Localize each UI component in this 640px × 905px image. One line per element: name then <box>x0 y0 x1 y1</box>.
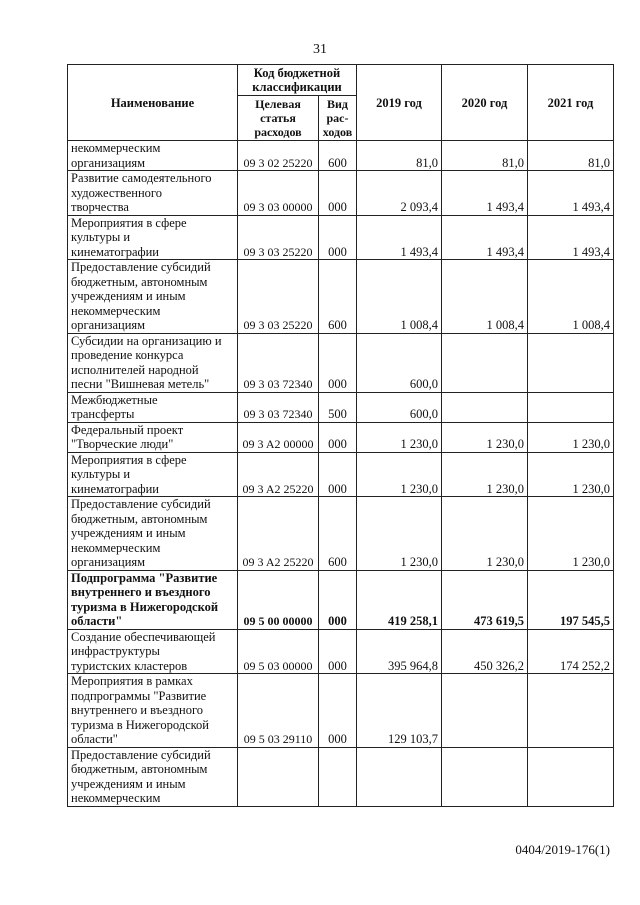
cell-expense-type: 000 <box>319 674 357 748</box>
cell-expense-type: 600 <box>319 260 357 334</box>
cell-expense-type: 000 <box>319 171 357 216</box>
table-row <box>68 260 614 334</box>
cell-2020: 450 326,2 <box>442 629 528 674</box>
cell-name: Подпрограмма "Развитие внутреннего и въездного туризма в Нижегородской области" <box>68 570 238 629</box>
header-budget-code: Код бюджетной классификации <box>238 65 357 96</box>
cell-name: Субсидии на организацию и проведение конкурса исполнителей народной песни "Вишневая метель" <box>68 333 238 392</box>
cell-expense-type: 000 <box>319 333 357 392</box>
cell-name: Межбюджетные трансферты <box>68 392 238 422</box>
cell-name: некоммерческим организациям <box>68 141 238 171</box>
cell-2019: 2 093,4 <box>357 171 442 216</box>
cell-2020: 1 008,4 <box>442 260 528 334</box>
budget-table <box>67 64 614 807</box>
table-row <box>68 452 614 497</box>
cell-name: Мероприятия в сфере культуры и кинематографии <box>68 452 238 497</box>
cell-expense-type: 600 <box>319 141 357 171</box>
table-row <box>68 674 614 748</box>
cell-expense-type: 000 <box>319 215 357 260</box>
cell-2019: 395 964,8 <box>357 629 442 674</box>
cell-2021: 1 230,0 <box>528 452 614 497</box>
cell-expense-type: 000 <box>319 570 357 629</box>
header-2020: 2020 год <box>442 65 528 141</box>
cell-2021: 81,0 <box>528 141 614 171</box>
cell-name: Предоставление субсидий бюджетным, автономным учреждениям и иным некоммерческим организациям <box>68 260 238 334</box>
cell-2021: 1 230,0 <box>528 422 614 452</box>
header-target-article: Целевая статья расходов <box>238 96 319 141</box>
cell-name: Мероприятия в сфере культуры и кинематографии <box>68 215 238 260</box>
cell-2020: 1 493,4 <box>442 171 528 216</box>
cell-expense-type: 000 <box>319 629 357 674</box>
table-row <box>68 141 614 171</box>
cell-expense-type: 600 <box>319 497 357 571</box>
cell-2019: 1 008,4 <box>357 260 442 334</box>
cell-2021 <box>528 747 614 806</box>
cell-expense-type <box>319 747 357 806</box>
cell-2021 <box>528 333 614 392</box>
cell-name: Создание обеспечивающей инфраструктуры туристских кластеров <box>68 629 238 674</box>
cell-target-article <box>238 747 319 806</box>
cell-target-article: 09 3 A2 00000 <box>238 422 319 452</box>
cell-2021: 197 545,5 <box>528 570 614 629</box>
cell-target-article: 09 3 03 00000 <box>238 171 319 216</box>
cell-2021: 174 252,2 <box>528 629 614 674</box>
cell-2020: 473 619,5 <box>442 570 528 629</box>
cell-target-article: 09 3 03 25220 <box>238 215 319 260</box>
table-row <box>68 422 614 452</box>
cell-2020: 1 230,0 <box>442 497 528 571</box>
cell-name: Развитие самодеятельного художественного творчества <box>68 171 238 216</box>
cell-target-article: 09 5 00 00000 <box>238 570 319 629</box>
cell-2019: 129 103,7 <box>357 674 442 748</box>
cell-target-article: 09 3 03 25220 <box>238 260 319 334</box>
cell-expense-type: 500 <box>319 392 357 422</box>
header-2019: 2019 год <box>357 65 442 141</box>
table-row <box>68 497 614 571</box>
header-name: Наименование <box>68 65 238 141</box>
cell-2019: 1 230,0 <box>357 422 442 452</box>
cell-2019: 600,0 <box>357 392 442 422</box>
cell-target-article: 09 5 03 00000 <box>238 629 319 674</box>
cell-2021: 1 493,4 <box>528 171 614 216</box>
cell-2021 <box>528 674 614 748</box>
cell-2019: 1 230,0 <box>357 452 442 497</box>
cell-2021 <box>528 392 614 422</box>
cell-name: Федеральный проект "Творческие люди" <box>68 422 238 452</box>
cell-2020: 1 230,0 <box>442 452 528 497</box>
cell-2019: 419 258,1 <box>357 570 442 629</box>
table-row <box>68 215 614 260</box>
cell-target-article: 09 3 A2 25220 <box>238 452 319 497</box>
cell-name: Предоставление субсидий бюджетным, автономным учреждениям и иным некоммерческим <box>68 747 238 806</box>
cell-2020: 81,0 <box>442 141 528 171</box>
cell-2020: 1 230,0 <box>442 422 528 452</box>
header-2021: 2021 год <box>528 65 614 141</box>
table-row <box>68 570 614 629</box>
cell-2019: 81,0 <box>357 141 442 171</box>
table-row <box>68 333 614 392</box>
cell-2021: 1 008,4 <box>528 260 614 334</box>
cell-2020: 1 493,4 <box>442 215 528 260</box>
table-row <box>68 392 614 422</box>
cell-expense-type: 000 <box>319 452 357 497</box>
document-code: 0404/2019-176(1) <box>515 842 610 857</box>
cell-2020 <box>442 392 528 422</box>
cell-2019: 1 493,4 <box>357 215 442 260</box>
cell-2020 <box>442 747 528 806</box>
cell-target-article: 09 3 02 25220 <box>238 141 319 171</box>
cell-2019: 1 230,0 <box>357 497 442 571</box>
header-expense-type: Вид рас-ходов <box>319 96 357 141</box>
header-row <box>68 65 614 96</box>
page-number: 31 <box>313 42 327 57</box>
cell-expense-type: 000 <box>319 422 357 452</box>
table-row <box>68 629 614 674</box>
cell-target-article: 09 5 03 29110 <box>238 674 319 748</box>
cell-2019: 600,0 <box>357 333 442 392</box>
cell-2020 <box>442 674 528 748</box>
cell-2021: 1 493,4 <box>528 215 614 260</box>
cell-target-article: 09 3 A2 25220 <box>238 497 319 571</box>
table-body <box>68 141 614 807</box>
cell-2019 <box>357 747 442 806</box>
cell-2020 <box>442 333 528 392</box>
cell-target-article: 09 3 03 72340 <box>238 392 319 422</box>
cell-name: Предоставление субсидий бюджетным, автономным учреждениям и иным некоммерческим организациям <box>68 497 238 571</box>
cell-2021: 1 230,0 <box>528 497 614 571</box>
cell-name: Мероприятия в рамках подпрограммы "Развитие внутреннего и въездного туризма в Нижегородской области" <box>68 674 238 748</box>
cell-target-article: 09 3 03 72340 <box>238 333 319 392</box>
table-row <box>68 747 614 806</box>
table-row <box>68 171 614 216</box>
